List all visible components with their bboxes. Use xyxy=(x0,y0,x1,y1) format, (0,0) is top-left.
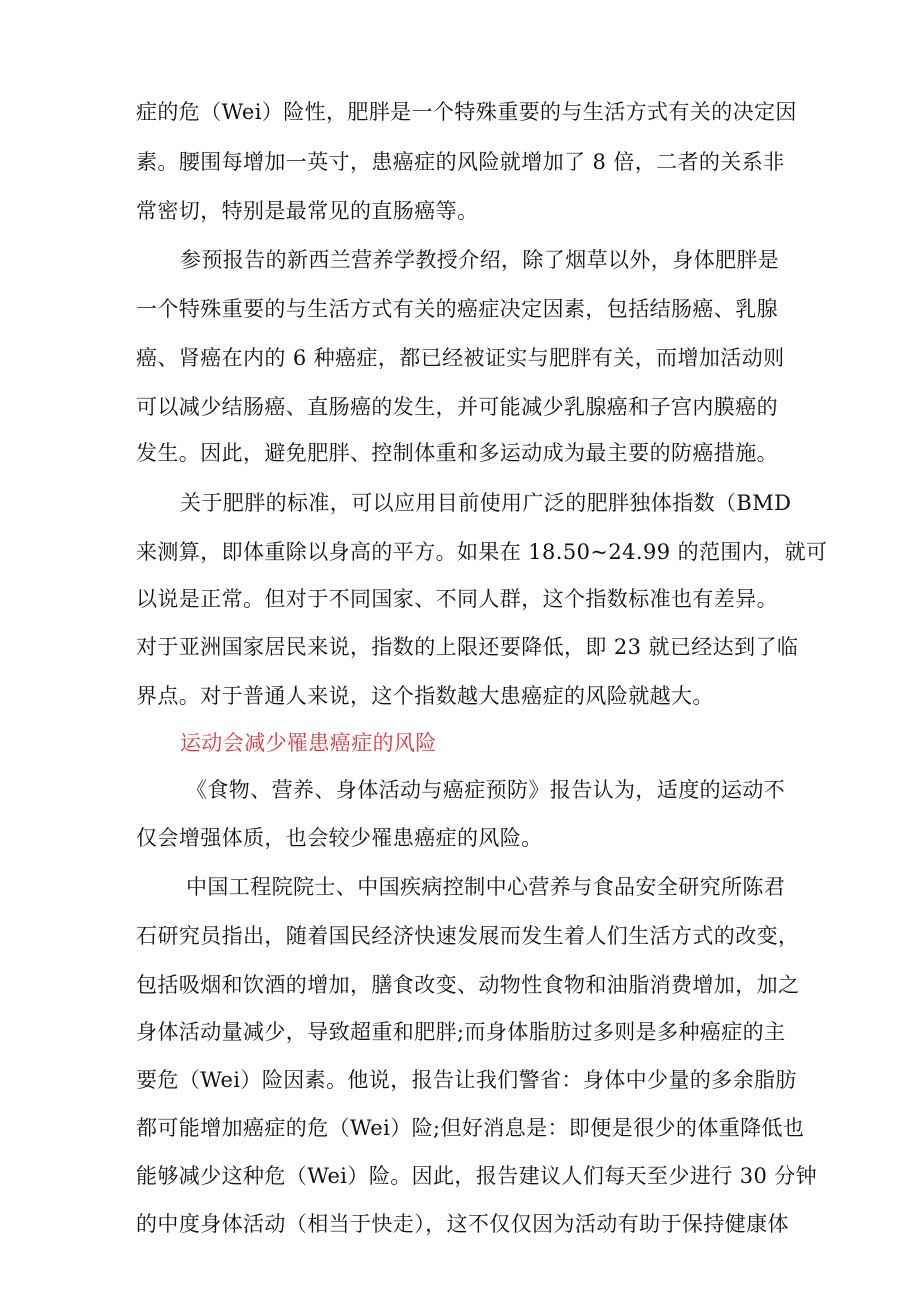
text-line-19: 包括吸烟和饮酒的增加，膳食改变、动物性食物和油脂消费增加，加之 xyxy=(136,973,800,997)
section-heading: 运动会减少罹患癌症的风险 xyxy=(180,731,437,755)
text-line-24: 的中度身体活动（相当于快走），这不仅仅因为活动有助于保持健康体 xyxy=(136,1212,789,1236)
text-line-12: 对于亚洲国家居民来说，指数的上限还要降低，即 23 就已经达到了临 xyxy=(136,635,799,659)
text-line-21: 要危（Wei）险因素。他说，报告让我们警省：身体中少量的多余脂肪 xyxy=(136,1068,797,1092)
text-line-1: 症的危（Wei）险性，肥胖是一个特殊重要的与生活方式有关的决定因 xyxy=(136,100,797,124)
text-line-9: 关于肥胖的标准，可以应用目前使用广泛的肥胖独体指数（BMD xyxy=(180,491,792,515)
text-line-11: 以说是正常。但对于不同国家、不同人群，这个指数标准也有差异。 xyxy=(136,587,778,611)
text-line-23: 能够减少这种危（Wei）险。因此，报告建议人们每天至少进行 30 分钟 xyxy=(136,1164,818,1188)
text-line-18: 石研究员指出，随着国民经济快速发展而发生着人们生活方式的改变， xyxy=(136,924,800,948)
text-line-13: 界点。对于普通人来说，这个指数越大患癌症的风险就越大。 xyxy=(136,684,714,708)
text-line-2: 素。腰围每增加一英寸，患癌症的风险就增加了 8 倍，二者的关系非 xyxy=(136,150,785,174)
text-line-15: 《食物、营养、身体活动与癌症预防》报告认为，适度的运动不 xyxy=(186,778,786,802)
text-line-10: 来测算，即体重除以身高的平方。如果在 18.50~24.99 的范围内，就可 xyxy=(136,540,828,564)
text-line-20: 身体活动量减少，导致超重和肥胖;而身体脂肪过多则是多种癌症的主 xyxy=(136,1020,786,1044)
text-line-3: 常密切，特别是最常见的直肠癌等。 xyxy=(136,199,479,223)
text-line-8: 发生。因此，避免肥胖、控制体重和多运动成为最主要的防癌措施。 xyxy=(136,441,778,465)
text-line-17: 中国工程院院士、中国疾病控制中心营养与食品安全研究所陈君 xyxy=(186,875,786,899)
text-line-22: 都可能增加癌症的危（Wei）险;但好消息是：即便是很少的体重降低也 xyxy=(136,1116,805,1140)
text-line-4: 参预报告的新西兰营养学教授介绍，除了烟草以外，身体肥胖是 xyxy=(180,248,780,272)
text-line-5: 一个特殊重要的与生活方式有关的癌症决定因素，包括结肠癌、乳腺 xyxy=(136,297,778,321)
text-line-6: 癌、肾癌在内的 6 种癌症，都已经被证实与肥胖有关，而增加活动则 xyxy=(136,346,785,370)
text-line-7: 可以减少结肠癌、直肠癌的发生，并可能减少乳腺癌和子宫内膜癌的 xyxy=(136,395,778,419)
text-line-16: 仅会增强体质，也会较少罹患癌症的风险。 xyxy=(136,826,543,850)
